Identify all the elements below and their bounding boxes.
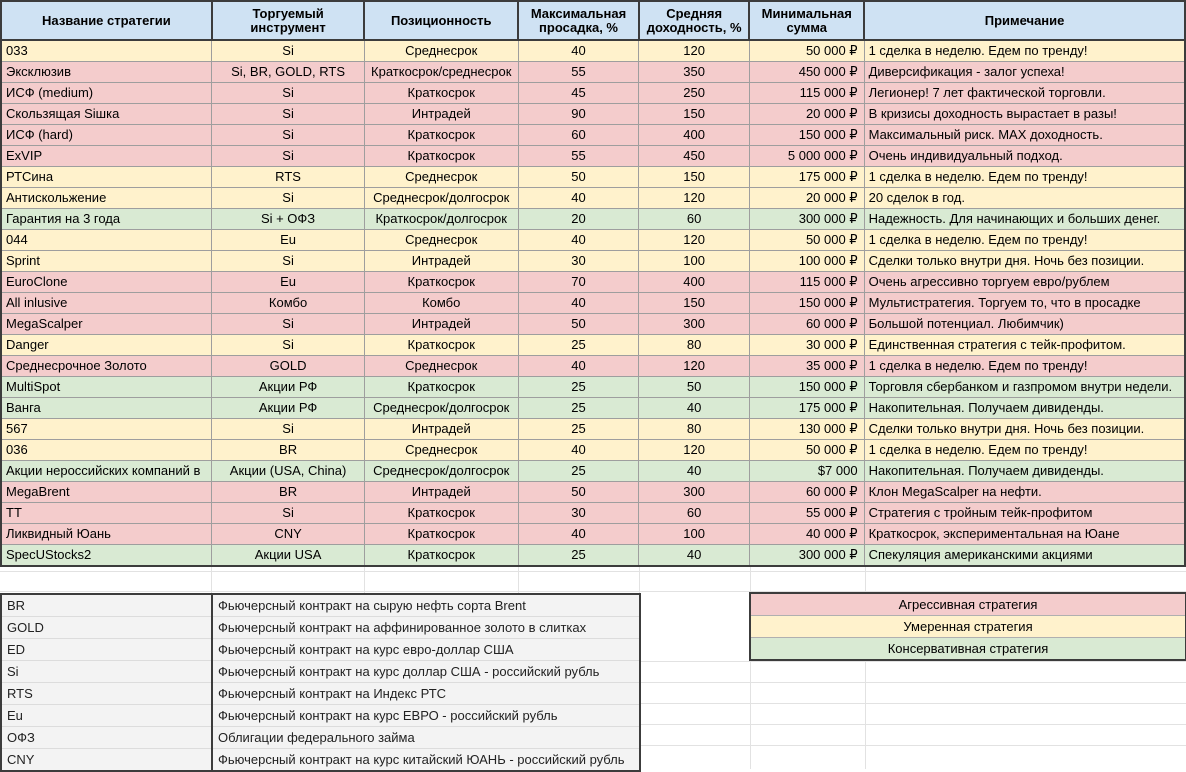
table-cell[interactable]: ExVIP xyxy=(1,146,212,167)
table-cell[interactable]: MegaScalper xyxy=(1,314,212,335)
table-row xyxy=(1,440,1185,461)
glossary-desc[interactable]: Облигации федерального займа xyxy=(212,727,640,749)
table-cell[interactable]: BR xyxy=(212,440,364,461)
table-cell[interactable]: 80 xyxy=(639,419,750,440)
table-cell[interactable]: Краткосрок/долгосрок xyxy=(364,209,518,230)
glossary-row xyxy=(1,749,640,772)
table-cell[interactable]: Надежность. Для начинающих и больших денег. xyxy=(864,209,1185,230)
table-cell[interactable]: 100 xyxy=(639,524,750,545)
table-cell[interactable]: Краткосрок xyxy=(364,545,518,567)
table-cell[interactable]: Si xyxy=(212,40,364,62)
table-row xyxy=(1,377,1185,398)
table-cell[interactable]: 033 xyxy=(1,40,212,62)
table-cell[interactable]: Danger xyxy=(1,335,212,356)
table-cell[interactable]: 60 xyxy=(518,125,639,146)
table-header-row xyxy=(1,1,1185,40)
glossary-desc[interactable]: Фьючерсный контракт на курс доллар США - российский рубль xyxy=(212,661,640,683)
table-cell[interactable]: Si xyxy=(212,503,364,524)
table-cell[interactable]: 40 xyxy=(639,398,750,419)
table-cell[interactable]: 120 xyxy=(639,440,750,461)
glossary-row xyxy=(1,661,640,683)
table-cell[interactable]: TT xyxy=(1,503,212,524)
table-cell[interactable]: Среднесрок/долгосрок xyxy=(364,461,518,482)
table-cell[interactable]: 250 xyxy=(639,83,750,104)
table-cell[interactable]: Единственная стратегия с тейк-профитом. xyxy=(864,335,1185,356)
strategy-legend xyxy=(749,592,1186,661)
table-cell[interactable]: 567 xyxy=(1,419,212,440)
table-cell[interactable]: Среднесрок xyxy=(364,40,518,62)
table-cell[interactable]: Комбо xyxy=(212,293,364,314)
table-cell[interactable]: 80 xyxy=(639,335,750,356)
table-cell[interactable]: 1 сделка в неделю. Едем по тренду! xyxy=(864,167,1185,188)
table-cell[interactable]: В кризисы доходность вырастает в разы! xyxy=(864,104,1185,125)
table-cell[interactable]: Очень агрессивно торгуем евро/рублем xyxy=(864,272,1185,293)
table-cell[interactable]: 350 xyxy=(639,62,750,83)
table-cell[interactable]: Антискольжение xyxy=(1,188,212,209)
table-cell[interactable]: Акции РФ xyxy=(212,377,364,398)
table-cell[interactable]: 1 сделка в неделю. Едем по тренду! xyxy=(864,40,1185,62)
table-cell[interactable]: Интрадей xyxy=(364,314,518,335)
table-cell[interactable]: MegaBrent xyxy=(1,482,212,503)
table-cell[interactable]: 175 000 ₽ xyxy=(749,167,864,188)
table-cell[interactable]: Среднесрок xyxy=(364,167,518,188)
glossary-row xyxy=(1,705,640,727)
table-cell[interactable]: Мультистратегия. Торгуем то, что в просадке xyxy=(864,293,1185,314)
table-cell[interactable]: 90 xyxy=(518,104,639,125)
table-cell[interactable]: Среднесрок xyxy=(364,440,518,461)
table-cell[interactable]: Среднесрочное Золото xyxy=(1,356,212,377)
table-cell[interactable]: CNY xyxy=(212,524,364,545)
table-cell[interactable]: Краткосрок xyxy=(364,503,518,524)
table-row xyxy=(1,251,1185,272)
table-cell[interactable]: Стратегия с тройным тейк-профитом xyxy=(864,503,1185,524)
table-cell[interactable]: Интрадей xyxy=(364,482,518,503)
table-cell[interactable]: 150 xyxy=(639,293,750,314)
column-header[interactable]: Торгуемый инструмент xyxy=(212,1,364,40)
table-cell[interactable]: Eu xyxy=(212,230,364,251)
glossary-abbr[interactable]: GOLD xyxy=(1,617,212,639)
table-cell[interactable]: 450 xyxy=(639,146,750,167)
table-cell[interactable]: Гарантия на 3 года xyxy=(1,209,212,230)
table-row xyxy=(1,125,1185,146)
glossary-row xyxy=(1,639,640,661)
table-cell[interactable]: 100 xyxy=(639,251,750,272)
table-cell[interactable]: Краткосрок xyxy=(364,125,518,146)
table-cell[interactable]: 25 xyxy=(518,545,639,567)
table-row xyxy=(1,40,1185,62)
table-cell[interactable]: Интрадей xyxy=(364,104,518,125)
table-cell[interactable]: 35 000 ₽ xyxy=(749,356,864,377)
table-cell[interactable]: Краткосрок xyxy=(364,83,518,104)
table-cell[interactable]: 120 xyxy=(639,356,750,377)
table-cell[interactable]: Среднесрок/долгосрок xyxy=(364,398,518,419)
legend-aggressive[interactable]: Агрессивная стратегия xyxy=(751,594,1185,616)
table-cell[interactable]: 60 xyxy=(639,209,750,230)
table-cell[interactable]: SpecUStocks2 xyxy=(1,545,212,567)
column-header[interactable]: Примечание xyxy=(864,1,1185,40)
table-cell[interactable]: 115 000 ₽ xyxy=(749,83,864,104)
table-cell[interactable]: 50 000 ₽ xyxy=(749,40,864,62)
table-cell[interactable]: 60 xyxy=(639,503,750,524)
table-cell[interactable]: 50 000 ₽ xyxy=(749,230,864,251)
table-cell[interactable]: 1 сделка в неделю. Едем по тренду! xyxy=(864,440,1185,461)
glossary-row xyxy=(1,727,640,749)
table-cell[interactable]: Легионер! 7 лет фактической торговли. xyxy=(864,83,1185,104)
glossary-desc[interactable]: Фьючерсный контракт на аффинированное золото в слитках xyxy=(212,617,640,639)
glossary-abbr[interactable]: RTS xyxy=(1,683,212,705)
table-cell[interactable]: 20 000 ₽ xyxy=(749,188,864,209)
table-cell[interactable]: 45 xyxy=(518,83,639,104)
table-cell[interactable]: Ликвидный Юань xyxy=(1,524,212,545)
table-row xyxy=(1,419,1185,440)
glossary-abbr[interactable]: ED xyxy=(1,639,212,661)
table-cell[interactable]: 300 000 ₽ xyxy=(749,545,864,567)
table-row xyxy=(1,356,1185,377)
table-row xyxy=(1,524,1185,545)
glossary-table xyxy=(0,593,641,772)
table-cell[interactable]: 300 xyxy=(639,314,750,335)
table-row xyxy=(1,188,1185,209)
legend-conservative[interactable]: Консервативная стратегия xyxy=(751,638,1185,659)
column-header[interactable]: Средняя доходность, % xyxy=(639,1,750,40)
table-cell[interactable]: Si xyxy=(212,125,364,146)
table-cell[interactable]: 70 xyxy=(518,272,639,293)
table-cell[interactable]: 50 xyxy=(518,167,639,188)
table-cell[interactable]: 40 xyxy=(518,524,639,545)
table-cell[interactable]: Краткосрок/среднесрок xyxy=(364,62,518,83)
table-cell[interactable]: 40 xyxy=(639,545,750,567)
table-cell[interactable]: 150 xyxy=(639,167,750,188)
table-cell[interactable]: Si xyxy=(212,251,364,272)
table-cell[interactable]: Si xyxy=(212,419,364,440)
glossary-abbr[interactable]: Si xyxy=(1,661,212,683)
table-cell[interactable]: Сделки только внутри дня. Ночь без позиции. xyxy=(864,251,1185,272)
table-row xyxy=(1,293,1185,314)
table-cell[interactable]: Накопительная. Получаем дивиденды. xyxy=(864,461,1185,482)
glossary-abbr[interactable]: CNY xyxy=(1,749,212,772)
table-cell[interactable]: 1 сделка в неделю. Едем по тренду! xyxy=(864,230,1185,251)
table-row xyxy=(1,62,1185,83)
table-cell[interactable]: 40 xyxy=(518,188,639,209)
table-cell[interactable]: 50 xyxy=(518,482,639,503)
table-cell[interactable]: 25 xyxy=(518,335,639,356)
glossary-abbr[interactable]: Eu xyxy=(1,705,212,727)
table-cell[interactable]: 175 000 ₽ xyxy=(749,398,864,419)
table-cell[interactable]: 036 xyxy=(1,440,212,461)
table-cell[interactable]: 30 000 ₽ xyxy=(749,335,864,356)
table-cell[interactable]: Si xyxy=(212,335,364,356)
table-cell[interactable]: 150 000 ₽ xyxy=(749,125,864,146)
table-cell[interactable]: Диверсификация - залог успеха! xyxy=(864,62,1185,83)
table-cell[interactable]: 20 000 ₽ xyxy=(749,104,864,125)
table-cell[interactable]: 20 xyxy=(518,209,639,230)
table-cell[interactable]: Акции нероссийских компаний в xyxy=(1,461,212,482)
table-cell[interactable]: Si xyxy=(212,83,364,104)
table-cell[interactable]: 60 000 ₽ xyxy=(749,482,864,503)
glossary-desc[interactable]: Фьючерсный контракт на курс евро-доллар США xyxy=(212,639,640,661)
table-cell[interactable]: Акции РФ xyxy=(212,398,364,419)
table-row xyxy=(1,398,1185,419)
table-cell[interactable]: 120 xyxy=(639,188,750,209)
table-cell[interactable]: Скользящая Siшка xyxy=(1,104,212,125)
table-cell[interactable]: 50 xyxy=(518,314,639,335)
table-cell[interactable]: 120 xyxy=(639,40,750,62)
column-header[interactable]: Максимальная просадка, % xyxy=(518,1,639,40)
table-cell[interactable]: 50 000 ₽ xyxy=(749,440,864,461)
table-row xyxy=(1,482,1185,503)
table-row xyxy=(1,545,1185,567)
glossary-desc[interactable]: Фьючерсный контракт на курс ЕВРО - российский рубль xyxy=(212,705,640,727)
table-cell[interactable]: 120 xyxy=(639,230,750,251)
table-cell[interactable]: 55 000 ₽ xyxy=(749,503,864,524)
table-row xyxy=(1,503,1185,524)
table-cell[interactable]: 150 000 ₽ xyxy=(749,377,864,398)
table-cell[interactable]: 300 xyxy=(639,482,750,503)
table-cell[interactable]: 30 xyxy=(518,251,639,272)
table-cell[interactable]: Акции USA xyxy=(212,545,364,567)
table-cell[interactable]: 300 000 ₽ xyxy=(749,209,864,230)
table-cell[interactable]: Si xyxy=(212,104,364,125)
table-cell[interactable]: 400 xyxy=(639,272,750,293)
table-cell[interactable]: 40 xyxy=(518,40,639,62)
table-cell[interactable]: BR xyxy=(212,482,364,503)
table-cell[interactable]: 60 000 ₽ xyxy=(749,314,864,335)
table-cell[interactable]: Si xyxy=(212,314,364,335)
table-cell[interactable]: 115 000 ₽ xyxy=(749,272,864,293)
table-cell[interactable]: 25 xyxy=(518,398,639,419)
table-cell[interactable]: Клон MegaScalper на нефти. xyxy=(864,482,1185,503)
table-cell[interactable]: Краткосрок xyxy=(364,335,518,356)
table-cell[interactable]: Краткосрок, экспериментальная на Юане xyxy=(864,524,1185,545)
table-cell[interactable]: 55 xyxy=(518,146,639,167)
table-cell[interactable]: Среднесрок xyxy=(364,230,518,251)
table-cell[interactable]: 40 xyxy=(518,230,639,251)
grid-line xyxy=(0,571,1186,572)
table-body xyxy=(1,40,1185,566)
table-cell[interactable]: Краткосрок xyxy=(364,524,518,545)
table-cell[interactable]: Si, BR, GOLD, RTS xyxy=(212,62,364,83)
table-cell[interactable]: Большой потенциал. Любимчик) xyxy=(864,314,1185,335)
table-row xyxy=(1,335,1185,356)
table-cell[interactable]: 130 000 ₽ xyxy=(749,419,864,440)
table-cell[interactable]: 044 xyxy=(1,230,212,251)
table-cell[interactable]: Sprint xyxy=(1,251,212,272)
glossary-row xyxy=(1,683,640,705)
table-cell[interactable]: EuroClone xyxy=(1,272,212,293)
table-cell[interactable]: ИСФ (medium) xyxy=(1,83,212,104)
table-cell[interactable]: Si xyxy=(212,188,364,209)
table-cell[interactable]: 55 xyxy=(518,62,639,83)
table-cell[interactable]: Максимальный риск. MAX доходность. xyxy=(864,125,1185,146)
table-cell[interactable]: 40 xyxy=(639,461,750,482)
table-cell[interactable]: 40 000 ₽ xyxy=(749,524,864,545)
table-row xyxy=(1,209,1185,230)
table-cell[interactable]: Eu xyxy=(212,272,364,293)
table-cell[interactable]: Краткосрок xyxy=(364,272,518,293)
table-cell[interactable]: 40 xyxy=(518,293,639,314)
legend-moderate[interactable]: Умеренная стратегия xyxy=(751,616,1185,638)
table-row xyxy=(1,146,1185,167)
table-row xyxy=(1,314,1185,335)
table-cell[interactable]: All inlusive xyxy=(1,293,212,314)
glossary-desc[interactable]: Фьючерсный контракт на курс китайский ЮАНЬ - российский рубль xyxy=(212,749,640,772)
table-cell[interactable]: Очень индивидуальный подход. xyxy=(864,146,1185,167)
table-cell[interactable]: 30 xyxy=(518,503,639,524)
table-cell[interactable]: Краткосрок xyxy=(364,377,518,398)
glossary-abbr[interactable]: BR xyxy=(1,594,212,617)
table-cell[interactable]: Среднесрок xyxy=(364,356,518,377)
table-cell[interactable]: Интрадей xyxy=(364,419,518,440)
table-cell[interactable]: Интрадей xyxy=(364,251,518,272)
table-cell[interactable]: Сделки только внутри дня. Ночь без позиции. xyxy=(864,419,1185,440)
table-cell[interactable]: Si + ОФЗ xyxy=(212,209,364,230)
table-cell[interactable]: ИСФ (hard) xyxy=(1,125,212,146)
table-cell[interactable]: GOLD xyxy=(212,356,364,377)
glossary-abbr[interactable]: ОФЗ xyxy=(1,727,212,749)
table-cell[interactable]: Накопительная. Получаем дивиденды. xyxy=(864,398,1185,419)
table-cell[interactable]: 150 000 ₽ xyxy=(749,293,864,314)
table-cell[interactable]: 400 xyxy=(639,125,750,146)
glossary-row xyxy=(1,594,640,617)
glossary-row xyxy=(1,617,640,639)
table-cell[interactable]: 25 xyxy=(518,377,639,398)
table-cell[interactable]: РТСина xyxy=(1,167,212,188)
table-cell[interactable]: Комбо xyxy=(364,293,518,314)
column-header[interactable]: Минимальная сумма xyxy=(749,1,864,40)
table-row xyxy=(1,230,1185,251)
column-header[interactable]: Позиционность xyxy=(364,1,518,40)
table-cell[interactable]: Эксклюзив xyxy=(1,62,212,83)
table-row xyxy=(1,272,1185,293)
table-cell[interactable]: Торговля сбербанком и газпромом внутри недели. xyxy=(864,377,1185,398)
table-cell[interactable]: Ванга xyxy=(1,398,212,419)
table-cell[interactable]: Краткосрок xyxy=(364,146,518,167)
table-cell[interactable]: Si xyxy=(212,146,364,167)
table-row xyxy=(1,461,1185,482)
table-cell[interactable]: 25 xyxy=(518,419,639,440)
table-cell[interactable]: 25 xyxy=(518,461,639,482)
table-row xyxy=(1,167,1185,188)
table-cell[interactable]: 40 xyxy=(518,356,639,377)
table-cell[interactable]: RTS xyxy=(212,167,364,188)
table-cell[interactable]: MultiSpot xyxy=(1,377,212,398)
glossary-body xyxy=(1,594,640,771)
table-cell[interactable]: 5 000 000 ₽ xyxy=(749,146,864,167)
table-cell[interactable]: Акции (USA, China) xyxy=(212,461,364,482)
table-cell[interactable]: 40 xyxy=(518,440,639,461)
table-cell[interactable]: Среднесрок/долгосрок xyxy=(364,188,518,209)
glossary-desc[interactable]: Фьючерсный контракт на Индекс РТС xyxy=(212,683,640,705)
table-cell[interactable]: 50 xyxy=(639,377,750,398)
table-cell[interactable]: Спекуляция американскими акциями xyxy=(864,545,1185,567)
glossary-desc[interactable]: Фьючерсный контракт на сырую нефть сорта Brent xyxy=(212,594,640,617)
table-cell[interactable]: 100 000 ₽ xyxy=(749,251,864,272)
column-header[interactable]: Название стратегии xyxy=(1,1,212,40)
table-row xyxy=(1,104,1185,125)
table-cell[interactable]: 1 сделка в неделю. Едем по тренду! xyxy=(864,356,1185,377)
table-cell[interactable]: 150 xyxy=(639,104,750,125)
table-cell[interactable]: 20 сделок в год. xyxy=(864,188,1185,209)
table-cell[interactable]: $7 000 xyxy=(749,461,864,482)
table-row xyxy=(1,83,1185,104)
table-cell[interactable]: 450 000 ₽ xyxy=(749,62,864,83)
